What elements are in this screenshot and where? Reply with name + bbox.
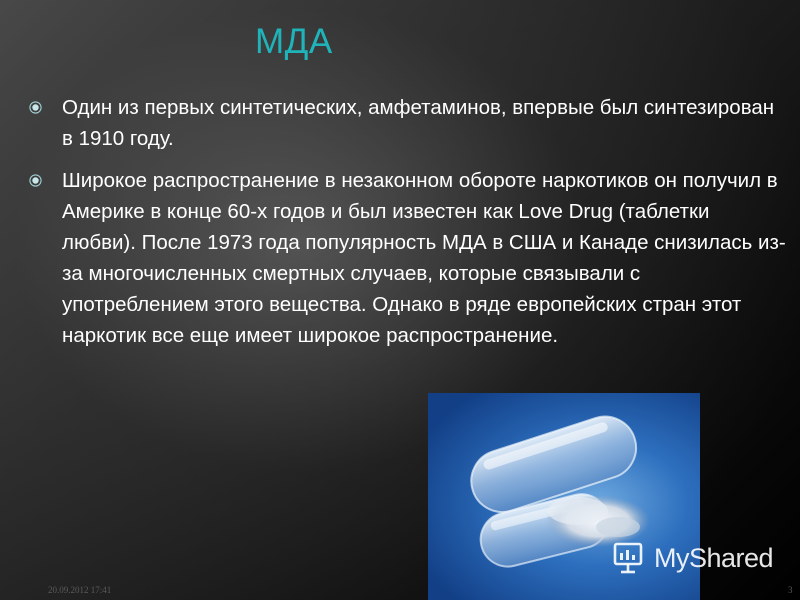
bullet-text: Широкое распространение в незаконном обороте наркотиков он получил в Америке в конце 60-х годов и был известен как Love Drug (таблетки любви). После 1973 года популярность МДА в США и Канаде снизилась из-за многочисленных смертных случаев, которые связывали с употреблением этого вещества. Однако в ряде европейских стран этот наркотик все еще имеет широкое распространение. — [62, 169, 786, 347]
page-number: 3 — [788, 585, 793, 595]
watermark — [612, 538, 773, 578]
footer-date: 20.09.2012 17:41 — [48, 585, 112, 595]
circle-bullet-icon — [29, 101, 42, 114]
bullet-list — [28, 92, 788, 351]
bullet-item — [28, 165, 788, 351]
slide-title: МДА — [255, 22, 333, 61]
circle-bullet-icon — [29, 174, 42, 187]
presentation-screen-icon — [612, 541, 648, 575]
bullet-item — [28, 92, 788, 154]
bullet-text: Один из первых синтетических, амфетаминов, впервые был синтезирован в 1910 году. — [62, 96, 775, 150]
watermark-text: MyShared — [654, 542, 774, 573]
